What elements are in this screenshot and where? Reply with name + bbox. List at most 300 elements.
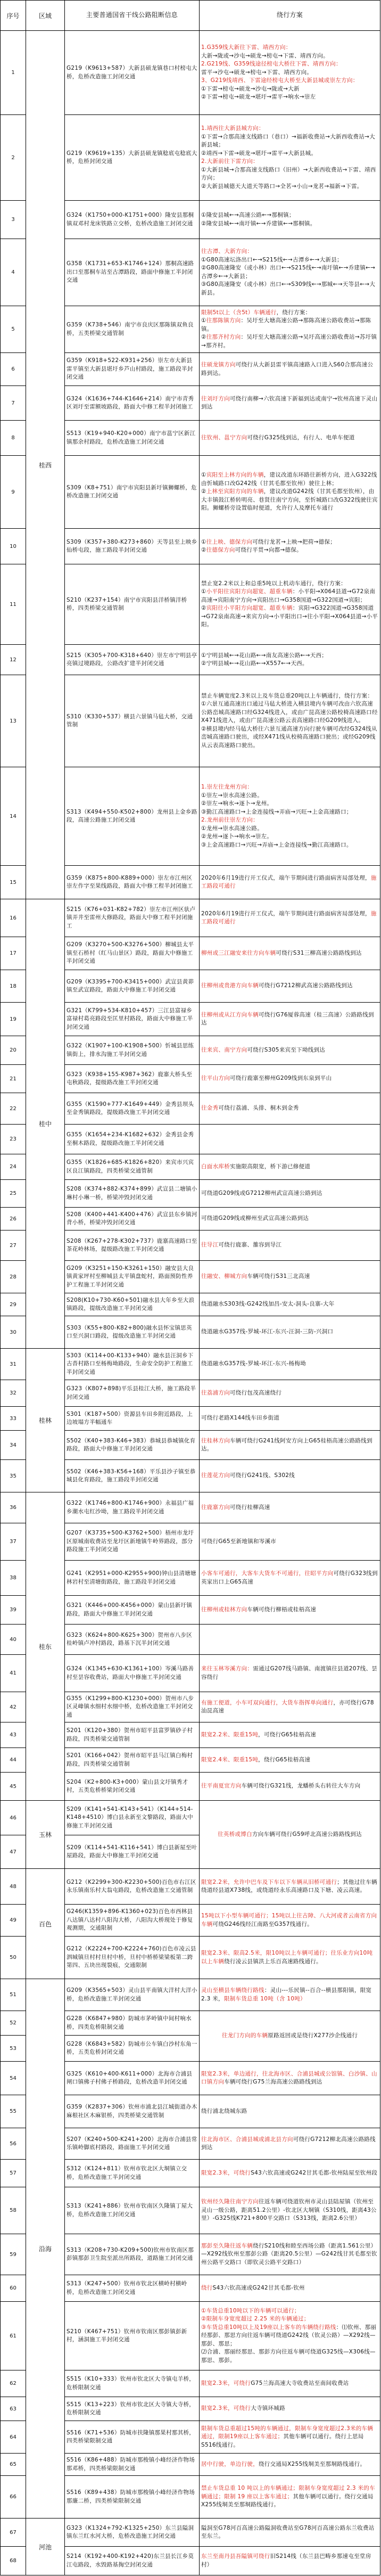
detour-lines (201, 1665, 378, 1681)
closure-info: S201（K166+042）贺州市昭平县马江镇白梅村路段，四类桥梁交通管制 (65, 1748, 200, 1773)
detour-highlight: 小平阳往宾阳方向超宽、超重车辆 (206, 588, 293, 595)
detour-text: 可绕行平贯→向都→德保。 (235, 547, 302, 553)
detour-text: G75兰海高速大寺收费站至南间收费站 (251, 2380, 349, 2386)
detour-text: 可绕行G65至新地镇和岑溪市 (201, 1538, 277, 1545)
detour-plan (200, 1692, 380, 1722)
detour-highlight: 3、G219线靖西、下雷途经榜屯大桥至大新县城或崇左方向： (201, 77, 359, 84)
detour-text: 可绕行G241线、S302线 (230, 1472, 295, 1479)
closure-info: G241（K2951+000-K2955+900)钟山县清塘塘林岩村至清塘街路段，施工路段半封闭交通 (65, 1561, 200, 1596)
closure-info: G322（K1907+100-K1908+500）忻城县思练镇街上，排水沟施工半封闭交通 (65, 1036, 200, 1065)
region-cell: 玉林 (26, 1801, 65, 1869)
detour-line (201, 1011, 378, 1028)
closure-info: S516（K86+488）防城市那梭镇小峰经济作物场那邓桥，四类桥梁限制交通 (65, 2454, 200, 2476)
detour-lines (201, 1273, 378, 1281)
row-number: 11 (0, 564, 26, 645)
detour-highlight: 2.龙州前往崇左方向： (201, 817, 259, 823)
detour-plan (200, 353, 380, 386)
detour-line (201, 1606, 378, 1614)
detour-text: ②龙州→逐卜→响水→崇左。 (201, 833, 273, 840)
detour-lines (201, 1360, 378, 1368)
detour-highlight: 限宽2.4米、限重15吨 (201, 1756, 259, 1763)
detour-plan (200, 239, 380, 306)
row-number: 8 (0, 421, 26, 456)
closure-info: G219（K9613+587）大新县硕龙镇巷口村榜屯大桥，危桥改造施工封闭交通 (65, 31, 200, 115)
detour-highlight: ②限制车身宽度超过 2.25 米的车辆通过； (201, 2316, 310, 2323)
detour-lines (201, 1163, 378, 1171)
detour-line (201, 2348, 378, 2365)
closure-info: G325（K610+400-K611+000）北海市合浦县闸口镇佛子村佛子桥路段，危桥改造半封闭交通 (65, 2062, 200, 2095)
detour-text: ⑵合浦、那丽经那思、那彭方向往返车辆可绕道G325线—X306线—那思、那彭。 (201, 2349, 376, 2364)
detour-plan (200, 2302, 380, 2370)
detour-lines (201, 2198, 378, 2223)
detour-lines (201, 949, 378, 958)
detour-line (201, 85, 378, 94)
detour-lines (201, 2405, 378, 2413)
detour-lines (201, 1987, 378, 2003)
detour-text: ：灵山---乐民镇--百合--横县那阳镇，限宽 2.3 米， (201, 1987, 372, 2002)
detour-line (201, 692, 378, 701)
detour-plan (200, 2275, 380, 2302)
row-number: 47 (0, 1835, 26, 1869)
detour-plan (200, 115, 380, 201)
row-number: 49 (0, 1905, 26, 1937)
detour-lines (201, 692, 378, 750)
detour-highlight: 往北海市区、合浦县城或浦北县方向 (201, 2136, 293, 2143)
detour-plan (200, 2128, 380, 2160)
detour-text: 绕道融水S303线-G242线加昌-安太-洞头-良寨-大年 (201, 1301, 335, 1308)
detour-highlight: 往来宾、南宁方向 (201, 1046, 247, 1053)
detour-text: 车辆可绕行G321线，龙蟠桥头右转往大车方向 (241, 1783, 361, 1790)
closure-info: S515（K13+223）钦州市钦北区大寺镇大寺桥，危桥限制交通 (65, 2397, 200, 2421)
detour-line (201, 183, 378, 191)
closure-info: G228（K6843+582）防城市公车镇白沙村东角一桥，五类危桥封闭交通 (65, 2036, 200, 2062)
detour-plan (200, 1625, 380, 1655)
row-number: 54 (0, 2062, 26, 2095)
detour-text: ，亦可绕行G78汕昆高速 (201, 1699, 374, 1714)
detour-plan (200, 675, 380, 767)
detour-line (201, 700, 378, 725)
detour-plan (200, 1154, 380, 1180)
row-number: 46 (0, 1801, 26, 1835)
row-number: 58 (0, 2187, 26, 2234)
detour-lines (201, 1300, 378, 1309)
detour-plan (200, 1230, 380, 1261)
closure-info: S209（K114+541-K116+541）博白县新屋至叶屋路段，路面大中修施工半封闭交通 (65, 1835, 200, 1869)
row-number: 7 (0, 386, 26, 421)
closure-info: G212（K2299+300-K2230+500)百色市右江区永乐镇南乐村大翁屯路段，危桥改造施工交通管制 (65, 1869, 200, 1905)
detour-plan (200, 1125, 380, 1154)
detour-highlight: 来往玉林岑溪方向： (201, 1666, 253, 1672)
detour-line (201, 150, 378, 158)
closure-info: S515（K10+333）钦州市钦北区大寺镇屯羊桥，危桥限制交通 (65, 2370, 200, 2397)
detour-text: ：吴圩至大塘高速公路→吴圩高速公路收费站→苏圩镇→那齐村。 (201, 334, 377, 349)
closure-info: G228（K6847+980）防城市茅岭镇中间村响水桥，四类危桥限制交通 (65, 2011, 200, 2036)
detour-line (201, 949, 378, 958)
detour-highlight: 往柳州或贵港方向车辆 (201, 982, 259, 989)
detour-lines (201, 2242, 378, 2267)
detour-text: ③勤江高速路口→上金连接线→弄庙→兴旺→上金高速路口； (201, 808, 352, 815)
detour-text: 可绕行G323线到英家出口上G65高速 (201, 1570, 378, 1585)
closure-info: G209（K3395+700-K3415+000）武宣县黄茆镇至武宣路段，路面大中修施工半封闭交通 (65, 970, 200, 1003)
header-detour: 绕行方案 (200, 0, 380, 31)
detour-plan (200, 1349, 380, 1380)
closure-info: S313（K208+730-K209+500)钦州市钦南区那彭镇那彭卫生院至派出所路段，道路施工封闭交通 (65, 2234, 200, 2275)
detour-text: ：宾阳→G322国道→G358国道→G72泉南高速→来宾方向→小平阳出口→往小平阳→X064县道→小平阳。 (201, 605, 378, 628)
detour-plan (200, 1979, 380, 2011)
detour-line (201, 77, 378, 85)
detour-lines (201, 1570, 378, 1586)
detour-lines (201, 1912, 378, 1929)
closure-info: G212（K2224+700-K2224+760)百色市凌云县泗城镇旦村村旦村中桥，旦村中桥桥梁梁板第二跨第四、五块出现裂痕，交通限制 (65, 1937, 200, 1979)
detour-text: 可绕行G76厦蓉高速（桂三高速）公路路线到达 (201, 1011, 374, 1026)
detour-line (201, 2070, 378, 2087)
detour-line (201, 538, 378, 547)
row-number: 34 (0, 1431, 26, 1460)
detour-plan (200, 1093, 380, 1125)
detour-line (201, 1538, 378, 1546)
detour-plan (200, 2187, 380, 2234)
detour-line (201, 1831, 378, 1839)
detour-text: 可绕行G325线到达，有行人、电单车便道 (247, 434, 355, 441)
detour-line (201, 833, 378, 841)
detour-line (201, 1987, 378, 2003)
detour-text: 可绕行鹿寨、雒容到导江 (218, 1242, 282, 1249)
detour-lines (201, 982, 378, 990)
row-number: 5 (0, 306, 26, 353)
detour-lines (201, 1606, 378, 1614)
detour-plan (200, 1561, 380, 1596)
detour-lines (201, 1878, 378, 1895)
detour-text: ，绕行方案： (276, 309, 311, 316)
detour-line (201, 1328, 378, 1336)
detour-plan (200, 1773, 380, 1801)
row-number: 36 (0, 1492, 26, 1523)
detour-text: 需通过G207线马路镇、南渡镇往县道207线、昙容绕行 (201, 1666, 378, 1680)
closure-info: G207（K3735+500-K3762+500）梧州市龙圩区原城南收费站至龙圩区新地镇牛岭界路段，部分路段施工半封闭交通 (65, 1523, 200, 1561)
row-number: 45 (0, 1773, 26, 1801)
detour-line (201, 1878, 378, 1895)
row-number: 20 (0, 1036, 26, 1065)
detour-lines (201, 1011, 378, 1028)
closure-info: G209（K3565+503）灵山县平南镇大洋村大洋小桥，危桥改造施工半封闭交通 (65, 1979, 200, 2011)
detour-lines (201, 2307, 378, 2365)
detour-highlight: 限宽2.2米、限重15吨 (201, 1731, 259, 1738)
detour-line (201, 2405, 378, 2413)
detour-highlight: 那彭至久隆往返车辆 (201, 2242, 253, 2249)
detour-highlight: 限制车货总重超过15吨的车辆通过，限制车身宽度超过2.3米的车辆通过，限制19座以上客车通过； (201, 2425, 374, 2440)
row-number: 25 (0, 1180, 26, 1208)
detour-lines (201, 580, 378, 629)
detour-highlight: 往古潭、大新方向： (201, 248, 253, 255)
row-number: 50 (0, 1937, 26, 1979)
row-number: 1 (0, 31, 26, 115)
detour-highlight: 往鹿寨方向 (201, 1504, 230, 1511)
detour-highlight: 绕行 (201, 2284, 213, 2291)
row-number: 23 (0, 1125, 26, 1154)
detour-text: 车辆可绕行S31三北高速 (247, 1273, 310, 1280)
detour-text: 车辆可绕行柳梧或桂梧高速 (247, 1606, 317, 1613)
row-number: 2 (0, 115, 26, 201)
detour-highlight: 往平山方向 (201, 1075, 230, 1082)
closure-info: S313（K494+550-K502+800）龙州县上金乡路段，高速公路施工封闭交通 (65, 767, 200, 866)
detour-line (201, 652, 378, 660)
detour-text: ①G80高速坛洛出口←→S215线←→古潭乡←→大新县； (201, 256, 343, 263)
row-number: 37 (0, 1523, 26, 1561)
closure-info: G323（K938+155-K987+362）鹿寨大桥头至屯秋路段，提级路改施工半封闭交通 (65, 1065, 200, 1093)
closure-info: G209（K3251+150-K3261+150）融安县大良镇黄家坪村至柳城县太平镇盘蛇村，路面预防性养护工程施工半封闭交通 (65, 1261, 200, 1293)
detour-text: 可绕行桂柳高速 (230, 1504, 270, 1511)
closure-info: G324（K1636+744-K1646+214）南宁市青秀区刘圩至雷额坡路段，路面大中修工程半封闭施工 (65, 386, 200, 421)
detour-text: 禁止宽2.2米以上和总重5吨以上机动车通行，绕行方案： (201, 580, 346, 587)
detour-text: ：小平阳→X064县道→G72泉南高速→宾阳南宁方向→宾阳出口→G358国道→G322国道→宾阳； (201, 588, 376, 603)
detour-text: ① (201, 588, 206, 595)
detour-highlight: 往柳州或桂林方向 (201, 1606, 247, 1613)
detour-plan (200, 564, 380, 645)
detour-plan (200, 1523, 380, 1561)
detour-text: 可绕行从大新县雷平镇高速路入口进入S60合那高速公路到达。 (201, 362, 374, 376)
detour-line (201, 1570, 378, 1586)
detour-highlight: 1.崇左往龙州方向： (201, 784, 253, 790)
detour-lines (201, 538, 378, 555)
row-number: 29 (0, 1293, 26, 1316)
detour-line (201, 1912, 378, 1929)
detour-lines (201, 2524, 378, 2541)
detour-highlight: 东兰至南丹县吾隘镇可绕行 (201, 2553, 270, 2559)
detour-text: ② (201, 605, 206, 611)
closure-info: G209（K3270+500-K3276+500）柳城县太平镇至石桥村（红马山景区）路段，路面大中修施工半封闭交通 (65, 937, 200, 970)
closure-info: S303（K114+00-K133+940）融水县汪洞乡下古沓村路口至杨梅坳路段，生命安全防护工程施工半封闭交通 (65, 1349, 200, 1380)
detour-plan (200, 2476, 380, 2518)
detour-line (201, 2425, 378, 2450)
detour-text: 可绕行G7212柳武高速公路路线到达 (259, 982, 353, 989)
closure-info: S312（K124+811）钦州市钦北区大垌镇立交桥，危桥改造施工半封闭交通 (65, 2160, 200, 2187)
closure-info: S208（K374+882-K374+899）武宣县二塘镇小琳村小琳一桥，桥梁冲毁封闭交通 (65, 1180, 200, 1208)
row-number: 55 (0, 2095, 26, 2128)
detour-text: ①崇左→崇水高速公路。 (201, 792, 263, 799)
detour-plan (200, 1655, 380, 1692)
closure-info: S310（K330+537）横县六景镇马毡大桥，交通管制 (65, 675, 200, 767)
detour-text: ①下雷→合那高速支线路口（巷口）→福新收费站→大新西收费站→大新县城； (201, 133, 375, 148)
row-number: 67 (0, 2518, 26, 2547)
closure-info: G322（K1746+800-K1746+900）永福县广福乡潮水屯红沙坳，施工路段半封闭交通 (65, 1492, 200, 1523)
detour-line (201, 2107, 378, 2116)
detour-line (201, 1731, 378, 1740)
detour-lines (201, 1104, 378, 1113)
detour-plan (200, 1180, 380, 1208)
closure-info: S215（K305+700-K318+640）崇左市宁明县亭亮镇过境路段，公路改扩建半封闭交通 (65, 645, 200, 675)
detour-line (201, 395, 378, 412)
detour-line (201, 2284, 378, 2293)
detour-lines (201, 1782, 378, 1791)
row-number: 56 (0, 2128, 26, 2160)
detour-text: ②隆安县城←→南圩镇←→乔建镇←→那桐镇。 (201, 220, 316, 227)
row-number: 9 (0, 456, 26, 529)
detour-line (201, 816, 378, 825)
detour-text: 其他车辆可以通行。绕行上思局S516线通行。 (201, 2433, 364, 2448)
detour-plan (200, 1407, 380, 1431)
detour-line (201, 264, 378, 281)
detour-plan (200, 1722, 380, 1748)
detour-plan (200, 1316, 380, 1349)
detour-text: 可绕G246线经江南路至G357线通行。 (212, 1921, 313, 1927)
detour-lines (201, 1437, 378, 1454)
detour-text: 隘洞至G78河百高速公路隘洞收费站至G78河百高速公路东兰收费站至东兰。 (201, 2524, 375, 2539)
detour-text: ：吴圩至大塘高速公路→那陈高速公路收费站→那陈镇。 (201, 317, 371, 332)
detour-lines (201, 1538, 378, 1546)
closure-info: G321（K799+534-K810+457）三江县富禄乡富禄村葛亮路段至匡里村路段，路面大中修施工半封闭交通 (65, 1003, 200, 1036)
detour-highlight: 限宽2.3米，可绕行 (201, 2169, 251, 2176)
detour-plan (200, 31, 380, 115)
detour-lines (201, 2284, 378, 2293)
detour-lines (201, 211, 378, 228)
detour-line (201, 1104, 378, 1113)
detour-highlight: ①车货总重10吨以下的车辆可以通行； (201, 2307, 300, 2314)
closure-info: S208（K267+278-K302+737）鹿寨高速路口至茶花岭林场，提级路改施工半封闭交通 (65, 1230, 200, 1261)
detour-line (201, 166, 378, 183)
detour-line (201, 910, 378, 926)
detour-text: 绕道融水G357线-罗城-环江-东兴-杨梅坳 (201, 1360, 306, 1367)
detour-lines (201, 1389, 378, 1398)
detour-text: ①大新县城→合那高速支线路口（旧州）→大新西收费站→下雷、靖西方向； (201, 166, 376, 181)
detour-line (201, 2553, 378, 2569)
row-number: 65 (0, 2454, 26, 2476)
detour-plan (200, 306, 380, 353)
detour-text: ①龙州→崇水高速公路。 (201, 825, 263, 832)
row-number: 26 (0, 1208, 26, 1230)
detour-lines (201, 2169, 378, 2178)
row-number: 18 (0, 970, 26, 1003)
detour-plan (200, 899, 380, 937)
detour-text: 可绕道G209线或G7212柳州武宣高速公路到达 (201, 1189, 322, 1196)
detour-plan (200, 1801, 380, 1869)
detour-line (201, 1163, 378, 1171)
detour-line (201, 2242, 378, 2267)
detour-line (201, 874, 378, 891)
detour-line (201, 825, 378, 833)
closure-info: G355（K1826+685-K1826+820）来宾市兴宾区良江镇路段，四类桥梁交通管制 (65, 1154, 200, 1180)
detour-highlight: 有施工便道，小车可双向通行，大货车指挥单向通行 (201, 1699, 334, 1706)
closure-info: G323（K807+898)平乐县桂江大桥，施工路段半封闭交通 (65, 1380, 200, 1407)
detour-text: ①六景互通高速出口通过马毡大桥进入横县境内车辆可改由六钦高速公路峦城高速路口经G324线进入，或由广昆高速公路校椅高速路口经X471线进入，或由广昆高速公路云表高速路口经G209线进入。 (201, 701, 378, 724)
row-number: 51 (0, 1979, 26, 2011)
detour-text: 可绕行S31三柳高速公路路线到达 (276, 949, 362, 956)
header-no: 序号 (0, 0, 26, 31)
detour-line (201, 1414, 378, 1423)
closure-info: G355（K1654+234-K1682+632）金秀县金秀至桐木路段，提级路改施工半封闭交通 (65, 1125, 200, 1154)
detour-text: ②大新县城德天大道天等路口→全茗→小山→龙茗→福新→下雷。 (201, 183, 363, 190)
detour-lines (201, 1074, 378, 1083)
detour-lines (201, 2484, 378, 2509)
detour-plan (200, 970, 380, 1003)
detour-text: S43六钦高速或G242甘其毛都-钦州陆屋至钦州段 (251, 2169, 378, 2176)
detour-highlight: 1.靖西往大新县城方向： (201, 125, 264, 132)
detour-highlight: 往荔浦方向 (201, 1389, 230, 1396)
detour-plan (200, 1036, 380, 1065)
detour-highlight: 小客车可通行，大客车大货车不可通行，往昭平方向 (201, 1570, 334, 1577)
detour-line (201, 2032, 378, 2040)
row-number: 30 (0, 1316, 26, 1349)
detour-highlight: 限宽2.3米，可绕行 (201, 2405, 251, 2412)
detour-highlight: 往那齐村方向 (206, 334, 241, 341)
detour-line (201, 211, 378, 220)
detour-text: ② (201, 488, 206, 495)
detour-plan (200, 2547, 380, 2575)
detour-lines (201, 783, 378, 849)
row-number: 13 (0, 675, 26, 767)
detour-plan (200, 1596, 380, 1625)
detour-line (201, 2380, 378, 2388)
detour-plan (200, 1208, 380, 1230)
detour-highlight: 往龙门方向的车辆 (221, 2032, 268, 2039)
detour-text: 可绕行G7212柳北高速公路路线到达 (201, 2136, 376, 2151)
closure-info: S214（K192+400-K192+420)东兰县长江乡莫江屯路段，水毁路基掏空封闭交通 (65, 2547, 200, 2575)
detour-line (201, 1215, 378, 1223)
detour-line (201, 361, 378, 378)
detour-line (201, 841, 378, 850)
detour-text: 绕行浦北绕城东路 (201, 2107, 247, 2114)
detour-text: ②崇左→响水→逐卜→龙州。 (201, 800, 273, 807)
detour-line (201, 792, 378, 800)
detour-text: ② (201, 334, 206, 341)
closure-info: G359（K2837+306）钦州市浦北县江城街道办木麻根社区木麻银桥，四类桥梁交通管制 (65, 2095, 200, 2128)
detour-line (201, 44, 378, 52)
detour-lines (201, 2553, 378, 2569)
row-number: 39 (0, 1596, 26, 1625)
detour-highlight: 灵山至横县车辆绕行路线 (201, 1987, 264, 1993)
detour-plan (200, 2518, 380, 2547)
closure-info: S201（K120+380）贺州市昭平县富罗镇砂子村路段，四类桥梁交通管制 (65, 1722, 200, 1748)
detour-highlight: 往上映、德保方向 (206, 538, 253, 545)
row-number: 15 (0, 866, 26, 899)
row-number: 40 (0, 1625, 26, 1655)
detour-line (201, 1782, 378, 1791)
detour-highlight: 往钦州、邕宁方向 (201, 434, 247, 441)
detour-lines (201, 2136, 378, 2152)
detour-highlight: 1.G359线大新往下雷、靖西方向： (201, 44, 292, 51)
detour-plan (200, 2421, 380, 2454)
closure-info: S204（K2+800-K3+000）蒙山县文圩镇秀才村，五类危桥桥梁封闭交通 (65, 1773, 200, 1801)
detour-text: 大寺镇环城路 (251, 2405, 286, 2412)
closure-info: G358（K1731+653-K1746+124）那桐高速路出口至那桐车站至古潭路段，路面中修施工半封闭交通 (65, 239, 200, 306)
detour-text: ① (201, 472, 206, 479)
detour-line (201, 2307, 378, 2316)
detour-text: 可绕行龙茗→上映→把荷→德保； (252, 538, 336, 545)
closure-info: G355（K1590+777-K1649+449）金秀县坝头至金秀镇路段，提级路改施工半封闭交通 (65, 1093, 200, 1125)
detour-plan (200, 2370, 380, 2397)
closure-info: S209（K141+541-K143+541）（K144+514-K148+4510）博白县永新至文黎路段，路面大中修施工半封闭交通 (65, 1801, 200, 1835)
detour-line (201, 60, 378, 69)
closure-info: G321（K446+000-K456+000）蒙山县新圩镇路段，路面大中修施工半封闭交通 (65, 1596, 200, 1625)
detour-lines (201, 1189, 378, 1198)
detour-lines (201, 1472, 378, 1480)
closure-info: G324（K1750+000-K1751+000）隆安县那桐镇双邓村龙床铁路立交桥，危桥改造施工封闭交通 (65, 201, 200, 239)
detour-highlight: 往平南夏宜方向 (201, 1783, 242, 1790)
closure-info: G246(K1359+896-K1360+023)百色市西林县八达镇八达村八阳沟大桥，八阳沟大桥现处于修复观测期，交通限制 (65, 1905, 200, 1937)
detour-lines (201, 1831, 378, 1839)
detour-line (201, 52, 378, 61)
closure-info: S301（K187+500）资源县车田乡附近路段，上边坡塌方半幅通车 (65, 1407, 200, 1431)
detour-plan (200, 1492, 380, 1523)
detour-highlight: 往桂林方向 (201, 1437, 230, 1444)
detour-plan (200, 2397, 380, 2421)
detour-line (201, 488, 378, 513)
detour-line (201, 281, 378, 297)
detour-line (201, 1273, 378, 1281)
closure-info: G359（K918+522-K931+256）崇左市大新县雷平镇至大新县堪圩乡芦山村路段，施工路段半封闭交通 (65, 353, 200, 386)
closure-info: S513（K19+940-K20+000）南宁市邕宁区新江镇那余村路段，危桥改造施工封闭交通 (65, 421, 200, 456)
closure-info: G359（K738+546）南宁市良庆区那陈镇双鱼良桥，五类桥梁交通管制 (65, 306, 200, 353)
detour-highlight: ③车货总重10吨以上及19座以上客车的车辆绕行路线 (201, 2324, 336, 2331)
